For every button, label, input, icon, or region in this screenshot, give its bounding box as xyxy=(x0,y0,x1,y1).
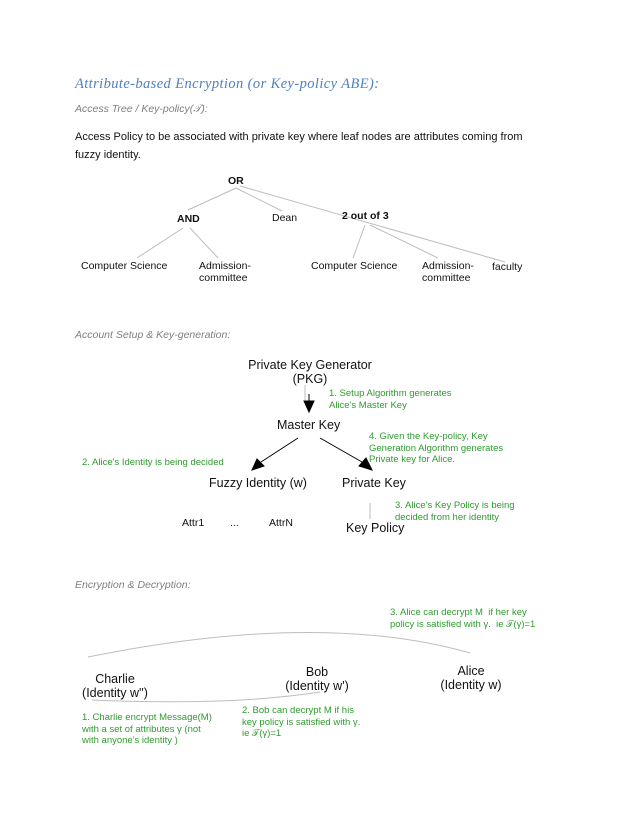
bob-decrypt-note: 2. Bob can decrypt M if his key policy is satisfied with γ. ie 𝒯(γ)=1 xyxy=(242,705,361,739)
bob-node: Bob (Identity w') xyxy=(285,665,349,693)
tree-leaf-admission-committee-1: Admission- committee xyxy=(199,260,251,284)
edge-threshold-cs xyxy=(353,225,365,258)
step-3-note: 3. Alice's Key Policy is being decided from her identity xyxy=(395,500,515,523)
tree-leaf-admission-committee-2: Admission- committee xyxy=(422,260,474,284)
arrow-master-private-shaft xyxy=(320,438,362,462)
edge-and-cs xyxy=(137,228,183,258)
edge-or-and xyxy=(188,188,236,210)
section-heading-key-generation: Account Setup & Key-generation: xyxy=(75,329,231,341)
tree-node-dean: Dean xyxy=(272,212,298,224)
edge-threshold-adm xyxy=(370,225,438,258)
attr-n-node: AttrN xyxy=(269,517,293,529)
step-4-note: 4. Given the Key-policy, Key Generation Algorithm generates Private key for Alice. xyxy=(369,431,504,465)
private-key-node: Private Key xyxy=(342,476,406,490)
step-2-note: 2. Alice's Identity is being decided xyxy=(82,457,224,468)
charlie-node: Charlie (Identity w'') xyxy=(82,672,148,700)
tree-node-threshold: 2 out of 3 xyxy=(342,210,389,222)
tree-node-or: OR xyxy=(228,175,244,187)
tree-leaf-computer-science-2: Computer Science xyxy=(311,260,398,272)
alice-node: Alice (Identity w) xyxy=(440,664,502,692)
attr-ellipsis: ... xyxy=(230,517,239,529)
section-heading-access-tree: Access Tree / Key-policy(𝒯): xyxy=(75,103,208,115)
step-1-note: 1. Setup Algorithm generates Alice's Master Key xyxy=(329,388,452,411)
attr-1-node: Attr1 xyxy=(182,517,205,529)
pkg-node: Private Key Generator (PKG) xyxy=(248,358,372,386)
tree-leaf-computer-science-1: Computer Science xyxy=(81,260,168,272)
access-policy-paragraph: Access Policy to be associated with private key where leaf nodes are attributes coming from fuzzy identity. xyxy=(75,131,523,161)
edge-and-adm xyxy=(190,228,218,258)
arrow-pkg-master-head xyxy=(304,401,314,412)
tree-leaf-faculty: faculty xyxy=(492,261,523,273)
arrow-master-fuzzy-shaft xyxy=(261,438,298,462)
alice-decrypt-note: 3. Alice can decrypt M if her key policy is satisfied with γ. ie 𝒯(γ)=1 xyxy=(390,607,536,630)
page-title: Attribute-based Encryption (or Key-policy ABE): xyxy=(75,76,380,92)
key-policy-node: Key Policy xyxy=(346,521,405,535)
section-heading-encryption: Encryption & Decryption: xyxy=(75,579,191,591)
edge-or-threshold xyxy=(240,186,505,262)
master-key-node: Master Key xyxy=(277,418,341,432)
tree-node-and: AND xyxy=(177,213,200,225)
edge-charlie-alice xyxy=(88,632,470,657)
fuzzy-identity-node: Fuzzy Identity (w) xyxy=(209,476,307,490)
charlie-encrypt-note: 1. Charlie encrypt Message(M) with a set of attributes γ (not with anyone's identity ) xyxy=(82,712,212,746)
